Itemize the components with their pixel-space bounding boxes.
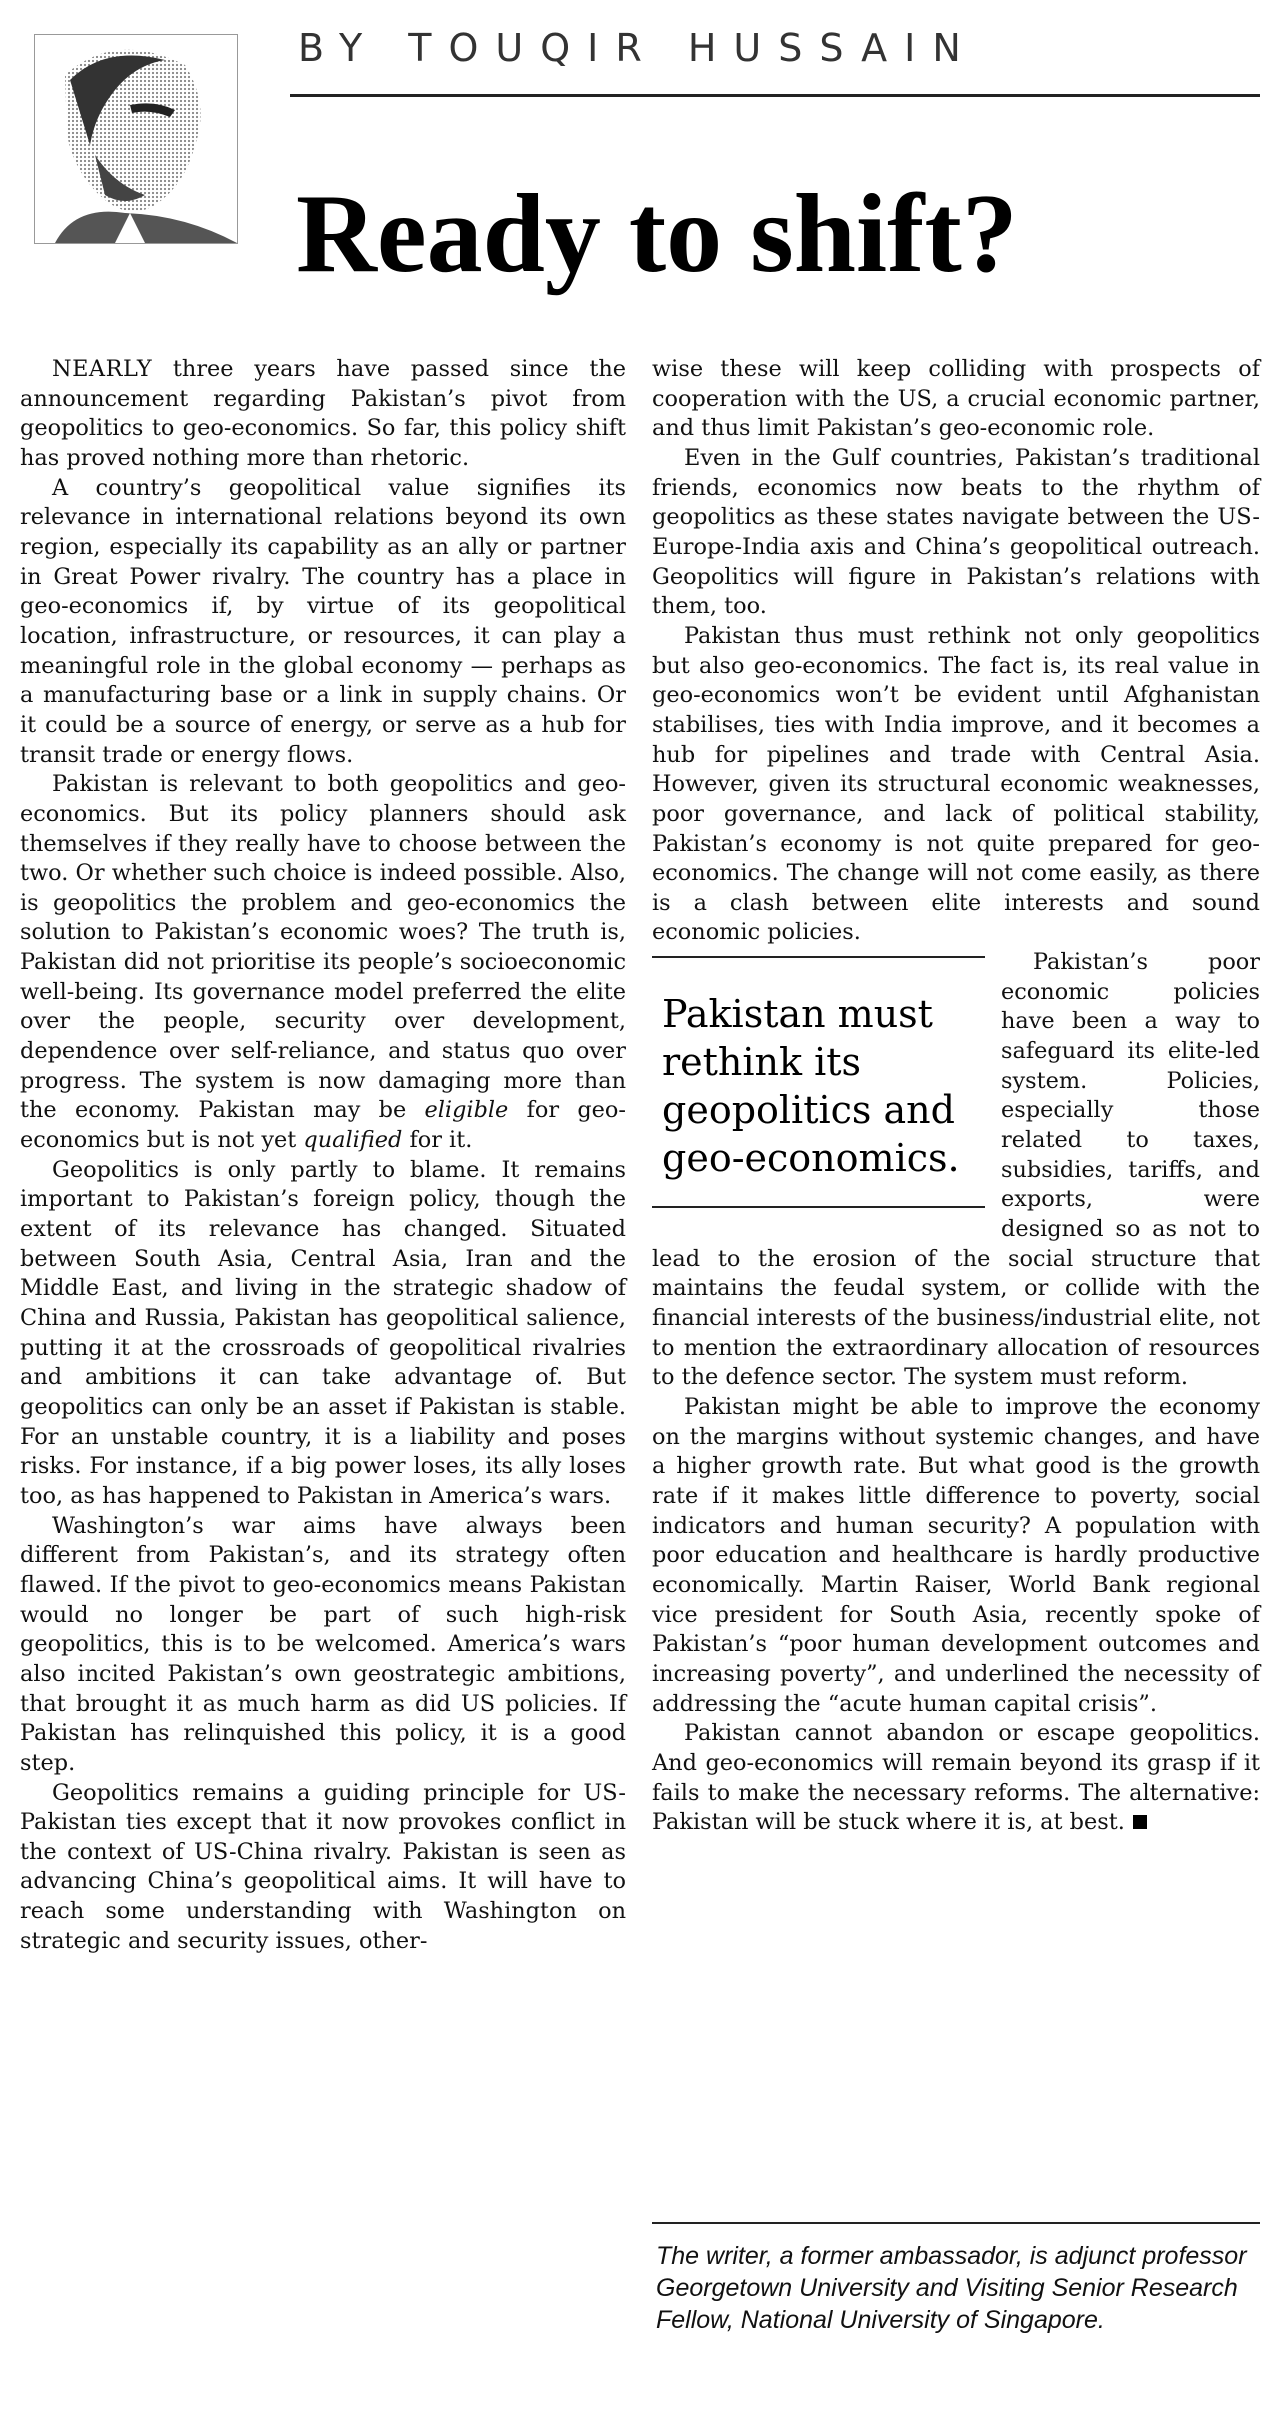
header-rule <box>290 94 1260 97</box>
bio-rule <box>652 2222 1260 2224</box>
pull-quote <box>652 956 985 1208</box>
paragraph-text: three years have passed since the announcement regarding Pakistan’s pivot from geopolitics to geo-economics. So far, this policy shift has proved nothing more than rhetoric. <box>20 356 626 471</box>
paragraph <box>20 770 626 1156</box>
byline: BY TOUQIR HUSSAIN <box>298 26 978 70</box>
paragraph: Pakistan thus must rethink not only geopolitics but also geo-economics. The fact is, its real value in geo-economics won’t be evident until Afghanistan stabilises, ties with India improve, and it becomes a hub for pipelines and trade with Central Asia. However, given its structural economic weaknesses, poor governance, and lack of political stability, Pakistan’s economy is not quite prepared for geo-economics. The change will not come easily, as there is a clash between elite interests and sound economic policies. <box>652 622 1260 946</box>
paragraph-text: for geo-economics but is not yet <box>20 1097 626 1154</box>
article-column-left <box>20 355 626 1956</box>
author-bio: The writer, a former ambassador, is adjunct professor Georgetown University and Visiting Senior Research Fellow, National University of Singapore. <box>656 2242 1247 2334</box>
paragraph-text: Pakistan is relevant to both geopolitics and geo-economics. But its policy planners should ask themselves if they really have to choose between the two. Or whether such choice is indeed possible. Also, is geopolitics the problem and geo-economics the solution to Pakistan’s economic woes? The truth is, Pakistan did not prioritise its people’s socioeconomic well-being. Its governance model preferred the elite over the people, security over development, dependence over self-reliance, and status quo over progress. The system is now damaging more than the economy. Pakistan may be <box>20 771 626 1124</box>
headline: Ready to shift? <box>296 172 1018 296</box>
paragraph <box>20 355 626 474</box>
paragraph: Pakistan’s poor economic policies have been a way to safeguard its elite-led system. Policies, especially those related to taxes, subsidies, tariffs, and exports, were designed so as not to lead to the erosion of the social structure that maintains the feudal system, or collide with the financial interests of the business/industrial elite, not to mention the extraordinary allocation of resources to the defence sector. The system must reform. <box>652 949 1260 1391</box>
paragraph: Washington’s war aims have always been different from Pakistan’s, and its strategy often flawed. If the pivot to geo-economics means Pakistan would no longer be part of such high-risk geopolitics, this is to be welcomed. America’s wars also incited Pakistan’s own geostrategic ambitions, that brought it as much harm as did US policies. If Pakistan has relinquished this policy, it is a good step. <box>20 1512 626 1776</box>
paragraph-text: for it. <box>402 1127 473 1154</box>
lead-word: NEARLY <box>52 356 153 382</box>
paragraph: Geopolitics is only partly to blame. It remains important to Pakistan’s foreign policy, though the extent of its relevance has changed. Situated between South Asia, Central Asia, Iran and the Middle East, and living in the strategic shadow of China and Russia, Pakistan has geopolitical salience, putting it at the crossroads of geopolitical rivalries and ambitions it can take advantage of. But geopolitics can only be an asset if Pakistan is stable. For an unstable country, it is a liability and poses risks. For instance, if a big power loses, its ally loses too, as has happened to Pakistan in America’s wars. <box>20 1156 626 1509</box>
paragraph: Even in the Gulf countries, Pakistan’s traditional friends, economics now beats to the rhythm of geopolitics as these states navigate between the US-Europe-India axis and China’s geopolitical outreach. Geopolitics will figure in Pakistan’s relations with them, too. <box>652 444 1260 620</box>
end-mark-icon <box>1133 1815 1147 1829</box>
paragraph: Geopolitics remains a guiding principle for US-Pakistan ties except that it now provokes conflict in the context of US-China rivalry. Pakistan is seen as advancing China’s geopolitical aims. It will have to reach some understanding with Washington on strategic and security issues, other- <box>20 1779 626 1954</box>
emphasis-text: qualified <box>303 1127 403 1154</box>
paragraph <box>652 1719 1260 1838</box>
paragraph: Pakistan might be able to improve the economy on the margins without systemic changes, and have a higher growth rate. But what good is the growth rate if it makes little difference to poverty, social indicators and human security? A population with poor education and healthcare is hardly productive economically. Martin Raiser, World Bank regional vice president for South Asia, recently spoke of Pakistan’s “poor human development outcomes and increasing poverty”, and underlined the necessity of addressing the “acute human capital crisis”. <box>652 1393 1260 1717</box>
pull-quote-text: Pakistan must rethink its geopolitics and geo-economics. <box>662 992 960 1181</box>
emphasis-text: eligible <box>424 1097 509 1124</box>
article-column-right <box>652 355 1260 1838</box>
author-photo <box>34 34 238 244</box>
paragraph-text: Pakistan cannot abandon or escape geopolitics. And geo-economics will remain beyond its grasp if it fails to make the necessary reforms. The alternative: Pakistan will be stuck where it is, at best. <box>652 1720 1260 1836</box>
paragraph: A country’s geopolitical value signifies its relevance in international relations beyond its own region, especially its capability as an ally or partner in Great Power rivalry. The country has a place in geo-economics if, by virtue of its geopolitical location, infrastructure, or resources, it can play a meaningful role in the global economy — perhaps as a manufacturing base or a link in supply chains. Or it could be a source of energy, or serve as a hub for transit trade or energy flows. <box>20 474 626 768</box>
paragraph: wise these will keep colliding with prospects of cooperation with the US, a crucial economic partner, and thus limit Pakistan’s geo-economic role. <box>652 356 1260 442</box>
